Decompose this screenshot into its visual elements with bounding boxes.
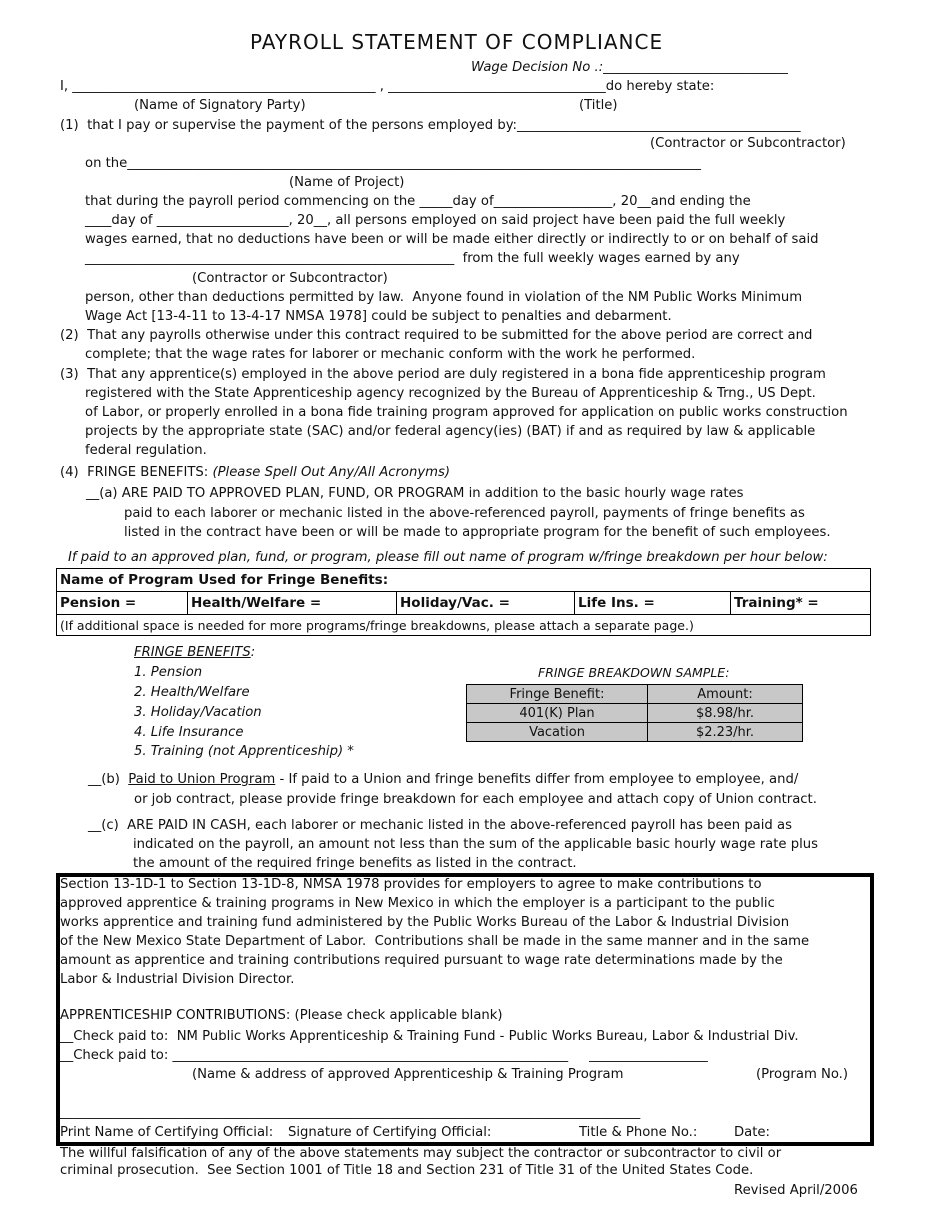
sample-cell: Vacation (467, 723, 648, 742)
item-3-cont: federal regulation. (85, 443, 207, 458)
option-a-cont: listed in the contract have been or will be made to appropriate program for the benefit of such employees. (124, 525, 831, 540)
fringe-breakdown-sample-table (466, 684, 803, 742)
fringe-list-item: 1. Pension (134, 665, 203, 680)
box-text: approved apprentice & training programs in New Mexico in which the employer is a participant to the public (60, 896, 775, 911)
fringe-benefits-label: (4) FRINGE BENEFITS: (60, 465, 213, 480)
holiday-vacation-field[interactable]: Holiday/Vac. = (397, 592, 575, 615)
additional-space-note: (If additional space is needed for more programs/fringe breakdowns, please attach a separate page.) (57, 615, 871, 636)
option-a-cont: paid to each laborer or mechanic listed in the above-referenced payroll, payments of fringe benefits as (124, 506, 805, 521)
project-label: (Name of Project) (289, 175, 405, 190)
wage-decision-field[interactable]: Wage Decision No .:____________________________ (471, 60, 788, 75)
acronym-note: (Please Spell Out Any/All Acronyms) (212, 465, 450, 480)
wages-text: wages earned, that no deductions have been or will be made either directly or indirectly to or on behalf of said (85, 232, 819, 247)
date-label: Date: (734, 1125, 770, 1140)
item-3-cont: of Labor, or properly enrolled in a bona fide training program approved for application on public works construction (85, 405, 848, 420)
sample-cell: $2.23/hr. (648, 723, 803, 742)
fringe-list-item: 5. Training (not Apprenticeship) * (134, 744, 354, 759)
signature-line[interactable]: ________________________________________________________________________________________ (60, 1105, 641, 1120)
sample-cell: 401(K) Plan (467, 704, 648, 723)
signatory-label: (Name of Signatory Party) (134, 98, 306, 113)
option-c[interactable]: __(c) ARE PAID IN CASH, each laborer or mechanic listed in the above-referenced payroll has been paid as (88, 818, 792, 833)
deductions-text: person, other than deductions permitted by law. Anyone found in violation of the NM Public Works Minimum (85, 290, 803, 305)
option-c-cont: indicated on the payroll, an amount not less than the sum of the applicable basic hourly wage rate plus (133, 837, 818, 852)
program-no-label: (Program No.) (756, 1067, 849, 1082)
revision-date: Revised April/2006 (734, 1183, 858, 1198)
sample-header: Amount: (648, 685, 803, 704)
box-text: Labor & Industrial Division Director. (60, 972, 295, 987)
pension-field[interactable]: Pension = (57, 592, 188, 615)
option-b-text: - If paid to a Union and fringe benefits differ from employee to employee, and/ (275, 772, 799, 787)
training-field[interactable]: Training* = (731, 592, 871, 615)
print-name-label: Print Name of Certifying Official: (60, 1125, 274, 1140)
contractor-label: (Contractor or Subcontractor) (650, 136, 846, 151)
fringe-list-heading (134, 644, 255, 662)
sample-cell: $8.98/hr. (648, 704, 803, 723)
program-name-label: (Name & address of approved Apprenticeship & Training Program (192, 1067, 624, 1082)
falsification-warning: The willful falsification of any of the above statements may subject the contractor or subcontractor to civil or (60, 1146, 782, 1161)
payroll-period-line-1[interactable]: that during the payroll period commencing on the _____day of__________________, 20__and ending the (85, 194, 751, 209)
box-text: amount as apprentice and training contributions required pursuant to wage rate determinations made by the (60, 953, 783, 968)
if-paid-instruction: If paid to an approved plan, fund, or program, please fill out name of program w/fringe breakdown per hour below: (68, 550, 828, 565)
item-2: (2) That any payrolls otherwise under this contract required to be submitted for the above period are correct and (60, 328, 813, 343)
option-b[interactable] (88, 771, 798, 789)
wage-act-text: Wage Act [13-4-11 to 13-4-17 NMSA 1978] could be subject to penalties and debarment. (85, 309, 672, 324)
check-other-program[interactable]: __Check paid to: ____________________________________________________________ __________________ (60, 1048, 708, 1063)
contractor-label: (Contractor or Subcontractor) (192, 271, 388, 286)
option-b-cont: or job contract, please provide fringe breakdown for each employee and attach copy of Union contract. (134, 792, 817, 807)
fringe-list-item: 2. Health/Welfare (134, 685, 250, 700)
payroll-period-line-2[interactable]: ____day of ____________________, 20__, all persons employed on said project have been paid the full weekly (85, 213, 786, 228)
fringe-benefit-table (56, 568, 871, 636)
title-label: (Title) (579, 98, 618, 113)
item-3: (3) That any apprentice(s) employed in the above period are duly registered in a bona fide apprenticeship program (60, 367, 826, 382)
fringe-list-item: 4. Life Insurance (134, 725, 244, 740)
option-a[interactable]: __(a) ARE PAID TO APPROVED PLAN, FUND, OR PROGRAM in addition to the basic hourly wage rates (86, 486, 744, 501)
option-c-cont: the amount of the required fringe benefits as listed in the contract. (133, 856, 577, 871)
item-3-cont: registered with the State Apprenticeship agency recognized by the Bureau of Apprenticeship & Trng., US Dept. (85, 386, 816, 401)
sample-title: FRINGE BREAKDOWN SAMPLE: (538, 665, 730, 680)
program-name-field[interactable]: Name of Program Used for Fringe Benefits: (57, 569, 871, 592)
box-text: Section 13-1D-1 to Section 13-1D-8, NMSA 1978 provides for employers to agree to make contributions to (60, 877, 762, 892)
item-4-heading (60, 464, 450, 482)
item-2-cont: complete; that the wage rates for laborer or mechanic conform with the work he performed. (85, 347, 696, 362)
fringe-list-colon: : (250, 645, 256, 660)
item-3-cont: projects by the appropriate state (SAC) and/or federal agency(ies) (BAT) if and as required by law & applicable (85, 424, 816, 439)
item-1[interactable]: (1) that I pay or supervise the payment of the persons employed by:___________________________________________ (60, 118, 801, 133)
signature-label: Signature of Certifying Official: (288, 1125, 492, 1140)
contractor-blank-line[interactable]: ________________________________________________________ from the full weekly wages earned by any (85, 251, 740, 266)
option-b-blank[interactable]: __(b) (88, 772, 120, 787)
contributions-heading: APPRENTICESHIP CONTRIBUTIONS: (Please check applicable blank) (60, 1008, 503, 1023)
box-text: of the New Mexico State Department of Labor. Contributions shall be made in the same manner and in the same (60, 934, 810, 949)
health-welfare-field[interactable]: Health/Welfare = (188, 592, 397, 615)
union-program-label: Paid to Union Program (128, 772, 276, 787)
title-phone-label: Title & Phone No.: (579, 1125, 698, 1140)
fringe-list-title: FRINGE BENEFITS (134, 645, 251, 660)
sample-header: Fringe Benefit: (467, 685, 648, 704)
falsification-warning-cont: criminal prosecution. See Section 1001 of Title 18 and Section 231 of Title 31 of the United States Code. (60, 1163, 754, 1178)
signatory-line[interactable]: I, ______________________________________________ , _________________________________do hereby state: (60, 79, 715, 94)
fringe-list-item: 3. Holiday/Vacation (134, 705, 262, 720)
life-insurance-field[interactable]: Life Ins. = (575, 592, 731, 615)
check-nm-fund[interactable]: __Check paid to: NM Public Works Apprenticeship & Training Fund - Public Works Bureau, Labor & Industrial Div. (60, 1029, 799, 1044)
box-text: works apprentice and training fund administered by the Public Works Bureau of the Labor & Industrial Division (60, 915, 790, 930)
page-title: PAYROLL STATEMENT OF COMPLIANCE (250, 30, 664, 54)
project-line[interactable]: on the_______________________________________________________________________________________ (85, 156, 701, 171)
